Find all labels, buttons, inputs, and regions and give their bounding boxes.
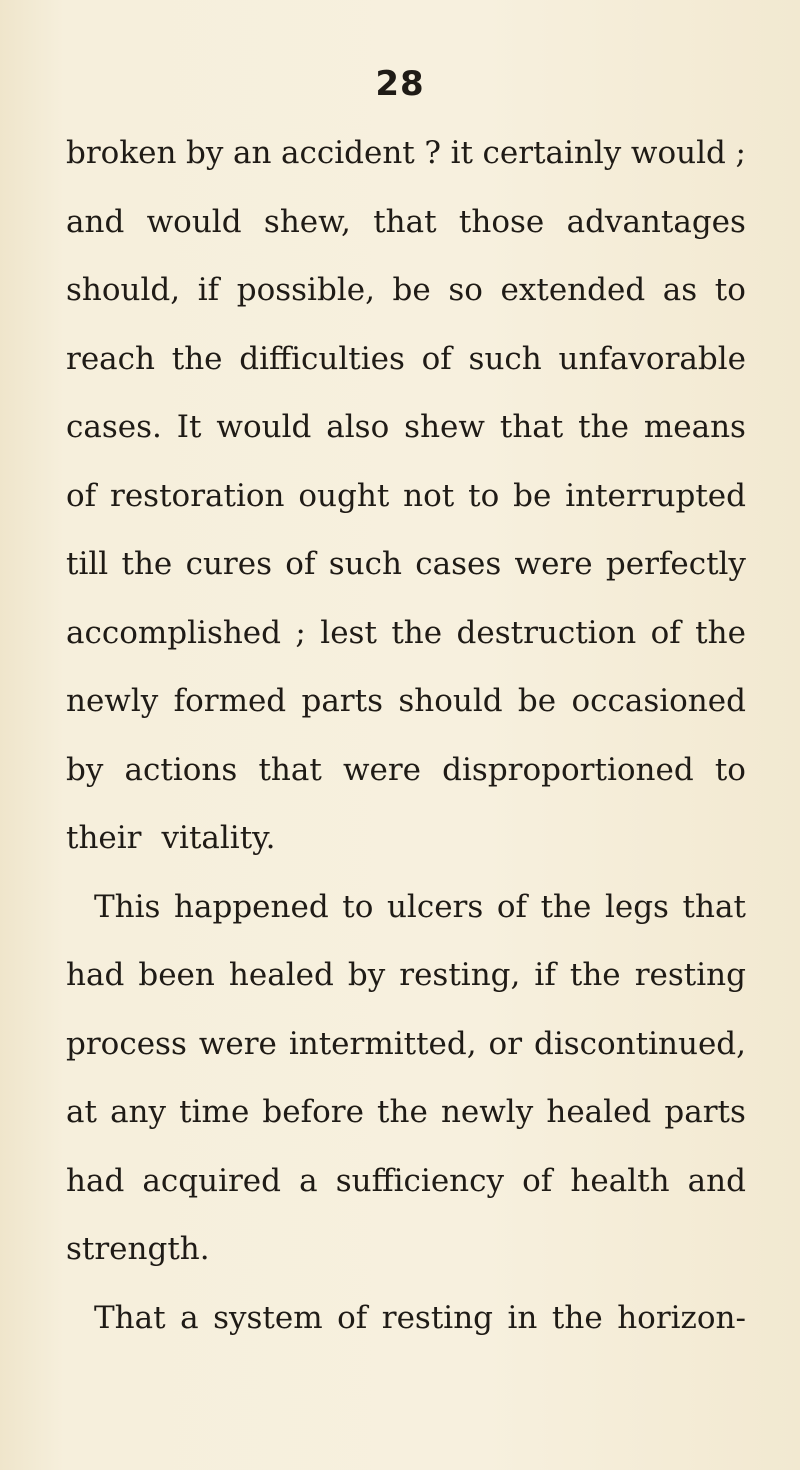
word: would [146,206,242,240]
word: It [176,412,202,445]
word: that [373,206,437,240]
text-line [66,1097,746,1166]
word: to [714,754,746,788]
word: any [110,1097,167,1130]
word: time [179,1097,250,1130]
text-line [66,960,746,1029]
word: disproportioned [442,754,694,788]
word: the [377,1097,428,1130]
word: shew, [263,206,351,240]
word: healed [228,960,334,993]
word: be [517,686,557,719]
word: of [285,549,316,582]
word: such [468,343,542,377]
word: horizon- [617,1302,746,1336]
word: the [540,891,592,925]
word: a [299,1165,318,1199]
word: lest [320,617,377,651]
text-line [66,1234,746,1303]
word: parts [664,1097,746,1130]
word: resting, [399,960,521,993]
word: also [326,412,390,445]
word: means [643,412,746,445]
word: ; [295,617,306,651]
word: it [450,138,473,171]
text-line [66,481,746,550]
text-line [66,412,746,481]
word: not [403,480,455,514]
word: at [66,1097,97,1130]
text-line [66,1303,746,1372]
word: of [496,891,528,925]
word: newly [440,1097,534,1130]
word: resting [381,1302,494,1336]
word: as [662,275,698,308]
text-line [66,892,746,961]
word: a [180,1302,199,1336]
word: and [687,1165,746,1199]
text-line [66,1166,746,1235]
word: newly [66,686,159,719]
word: by [66,754,104,788]
word: ? [424,138,441,171]
word: of [522,1165,553,1199]
word: were [514,549,593,582]
word: interrupted [565,480,746,514]
word: of [337,1302,368,1336]
word: broken [66,138,177,171]
word: cases. [66,412,162,445]
word: the [551,1302,603,1336]
word: of [66,480,97,514]
word: healed [546,1097,652,1130]
word: in [507,1302,538,1336]
word: acquired [142,1165,281,1199]
text-line [66,275,746,344]
word: were [198,1028,277,1062]
page-number: 28 [375,64,425,104]
word: had [66,960,125,993]
word: That [94,1302,166,1336]
word: certainly [482,138,622,171]
word: ; [735,138,746,171]
word: would [630,138,726,171]
word: unfavorable [558,343,746,377]
word: extended [500,275,646,308]
word: were [342,754,422,788]
word: vitality. [161,823,276,856]
text-line [66,344,746,413]
word: those [458,206,545,240]
word: such [328,549,402,582]
word: health [570,1165,670,1199]
word: accident [281,138,415,171]
word: restoration [110,480,285,514]
word: the [578,412,629,445]
word: the [121,549,173,582]
word: actions [124,754,238,788]
word: ought [298,480,390,514]
word: if [534,960,556,993]
word: that [258,754,322,788]
word: occasioned [571,686,746,719]
text-line [66,686,746,755]
word: cases [415,549,502,582]
word: formed [173,686,287,719]
text-line [66,549,746,618]
word: accomplished [66,617,282,651]
word: destruction [456,617,637,651]
word: be [392,275,431,308]
word: process [66,1028,187,1062]
word: possible, [236,275,375,308]
word: shew [404,412,485,445]
word: to [342,891,374,925]
text-line [66,207,746,276]
word: parts [301,686,383,719]
word: advantages [566,206,746,240]
word: perfectly [605,549,746,582]
text-line [66,823,746,892]
word: of [421,343,452,377]
word: had [66,1165,125,1199]
word: before [262,1097,364,1130]
word: so [448,275,483,308]
word: should [398,686,503,719]
word: by [186,138,224,171]
word: an [232,138,272,171]
word: that [682,891,746,925]
word: if [197,275,220,308]
word: reach [66,343,155,377]
word: to [468,480,500,514]
word: resting [634,960,746,993]
word: difficulties [239,343,405,377]
word: the [391,617,443,651]
word: by [347,960,386,993]
word: would [216,412,312,445]
word: of [650,617,681,651]
word: This [94,891,161,925]
word: cures [185,549,272,582]
word: their [66,823,142,856]
word: to [714,275,746,308]
word: and [66,206,125,240]
word: or [488,1028,523,1062]
word: been [138,960,215,993]
word: intermitted, [288,1028,477,1062]
text-line [66,138,746,207]
text-line [66,1029,746,1098]
word: that [499,412,564,445]
text-line [66,618,746,687]
text-line [66,755,746,824]
word: be [513,480,552,514]
word: legs [604,891,669,925]
word: sufficiency [335,1165,505,1199]
word: the [695,617,746,651]
word: discontinued, [533,1028,746,1062]
word: system [213,1302,323,1336]
word: happened [174,891,329,925]
word: strength. [66,1234,210,1267]
word: the [171,343,223,377]
word: should, [66,275,181,308]
word: the [569,960,621,993]
word: till [66,549,109,582]
body-text [66,138,746,1371]
word: ulcers [386,891,484,925]
